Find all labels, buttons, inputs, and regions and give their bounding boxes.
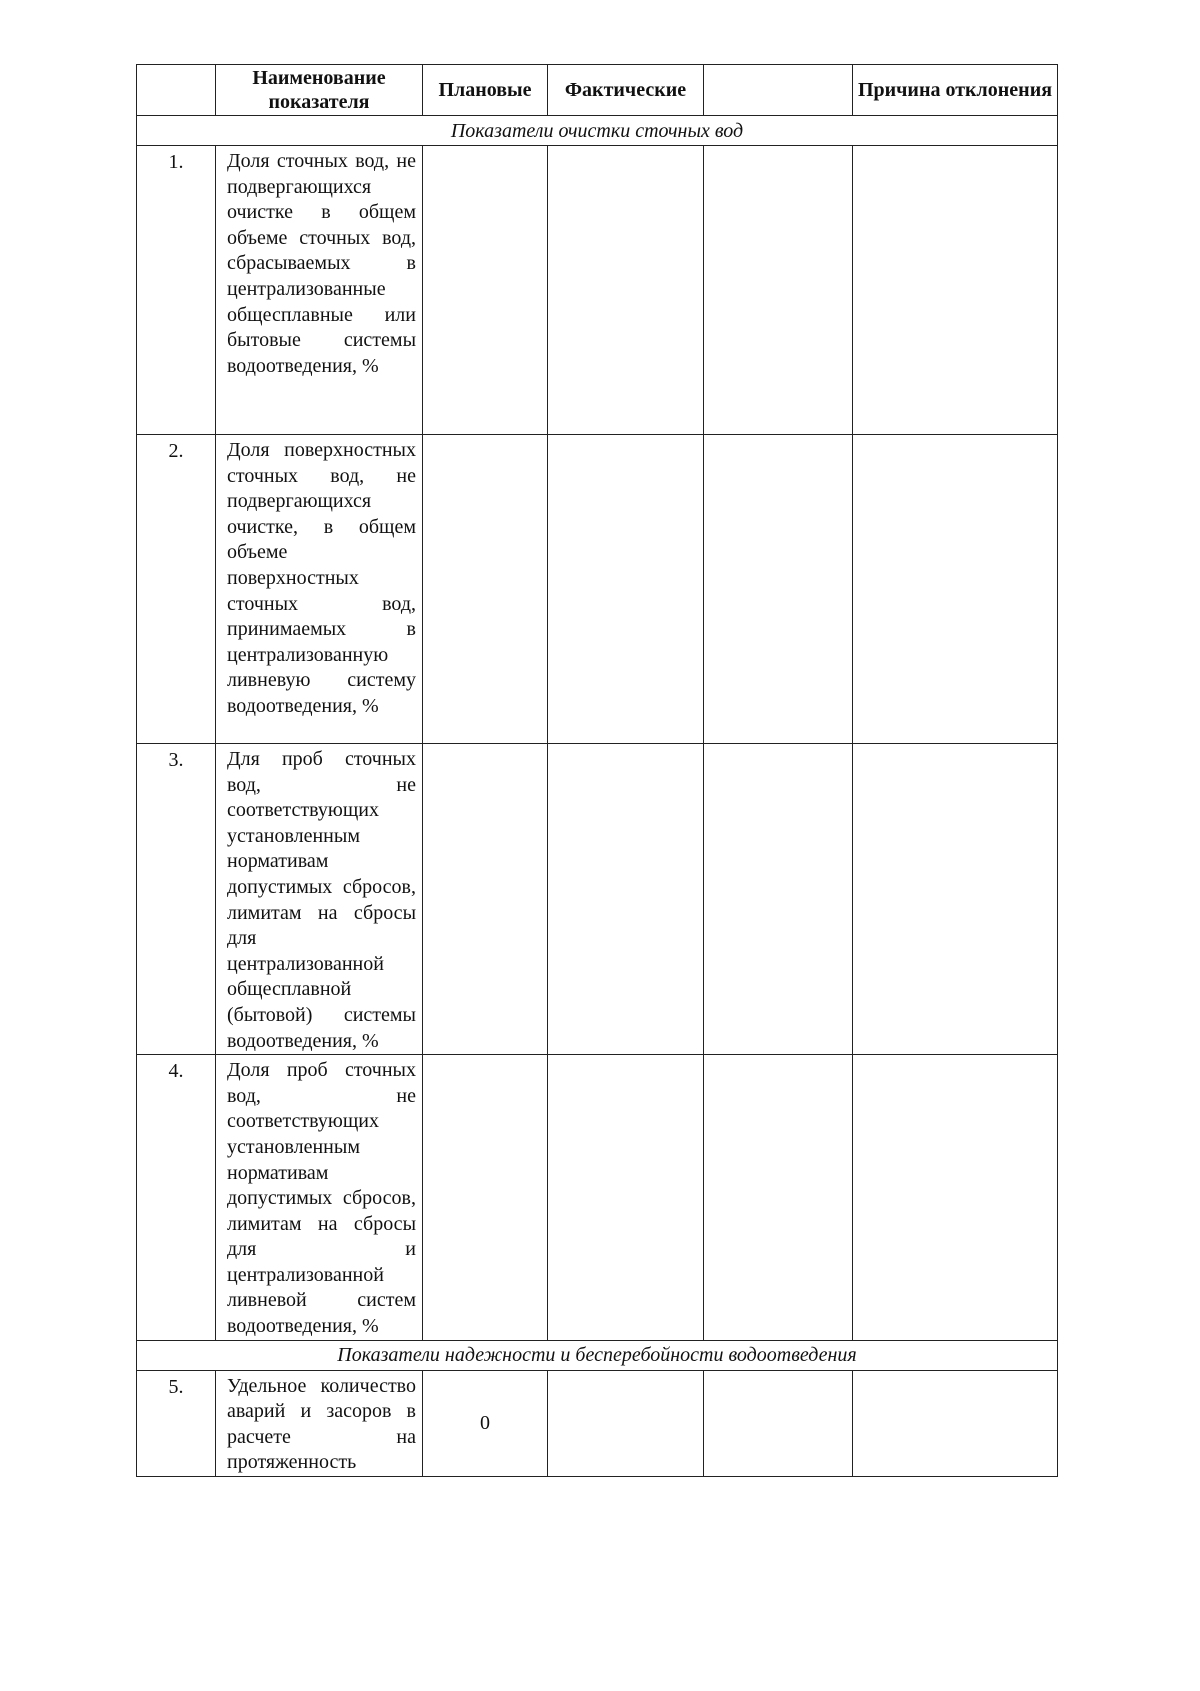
indicators-table bbox=[136, 64, 1058, 1477]
table-row bbox=[137, 744, 1058, 1055]
table-row bbox=[137, 435, 1058, 744]
row-fact bbox=[548, 435, 704, 744]
header-name: Наименование показателя bbox=[216, 65, 423, 116]
row-blank bbox=[704, 744, 853, 1055]
row-name: Доля сточных вод, не подвергающихся очистке в общем объеме сточных вод, сбрасываемых в централизованные общесплавные или бытовые системы водоотведения, % bbox=[216, 146, 423, 435]
row-reason bbox=[853, 744, 1058, 1055]
row-plan bbox=[423, 435, 548, 744]
row-reason bbox=[853, 1370, 1058, 1476]
row-fact bbox=[548, 146, 704, 435]
row-fact bbox=[548, 744, 704, 1055]
row-plan bbox=[423, 1055, 548, 1341]
row-plan bbox=[423, 146, 548, 435]
table-row bbox=[137, 1055, 1058, 1341]
row-number: 1. bbox=[137, 146, 216, 435]
header-blank bbox=[704, 65, 853, 116]
table-row bbox=[137, 146, 1058, 435]
table-row bbox=[137, 1370, 1058, 1476]
header-plan: Плановые bbox=[423, 65, 548, 116]
section-row bbox=[137, 116, 1058, 146]
header-reason: Причина отклонения bbox=[853, 65, 1058, 116]
row-name: Для проб сточных вод, не соответствующих установленным нормативам допустимых сбросов, лимитам на сбросы для централизованной общесплавной (бытовой) системы водоотведения, % bbox=[216, 744, 423, 1055]
row-fact bbox=[548, 1055, 704, 1341]
row-name: Доля проб сточных вод, не соответствующих установленным нормативам допустимых сбросов, лимитам на сбросы для и централизованной ливневой систем водоотведения, % bbox=[216, 1055, 423, 1341]
table-header-row bbox=[137, 65, 1058, 116]
row-plan: 0 bbox=[423, 1370, 548, 1476]
row-number: 3. bbox=[137, 744, 216, 1055]
row-number: 5. bbox=[137, 1370, 216, 1476]
row-blank bbox=[704, 1370, 853, 1476]
row-fact bbox=[548, 1370, 704, 1476]
section-row bbox=[137, 1340, 1058, 1370]
row-number: 2. bbox=[137, 435, 216, 744]
header-fact: Фактические bbox=[548, 65, 704, 116]
row-number: 4. bbox=[137, 1055, 216, 1341]
row-blank bbox=[704, 146, 853, 435]
header-number bbox=[137, 65, 216, 116]
row-plan bbox=[423, 744, 548, 1055]
row-blank bbox=[704, 435, 853, 744]
row-reason bbox=[853, 435, 1058, 744]
row-reason bbox=[853, 146, 1058, 435]
row-name: Доля поверхностных сточных вод, не подвергающихся очистке, в общем объеме поверхностных сточных вод, принимаемых в централизованную ливневую систему водоотведения, % bbox=[216, 435, 423, 744]
section-title: Показатели надежности и бесперебойности водоотведения bbox=[137, 1340, 1058, 1370]
row-reason bbox=[853, 1055, 1058, 1341]
row-name: Удельное количество аварий и засоров в расчете на протяженность bbox=[216, 1370, 423, 1476]
section-title: Показатели очистки сточных вод bbox=[137, 116, 1058, 146]
row-blank bbox=[704, 1055, 853, 1341]
